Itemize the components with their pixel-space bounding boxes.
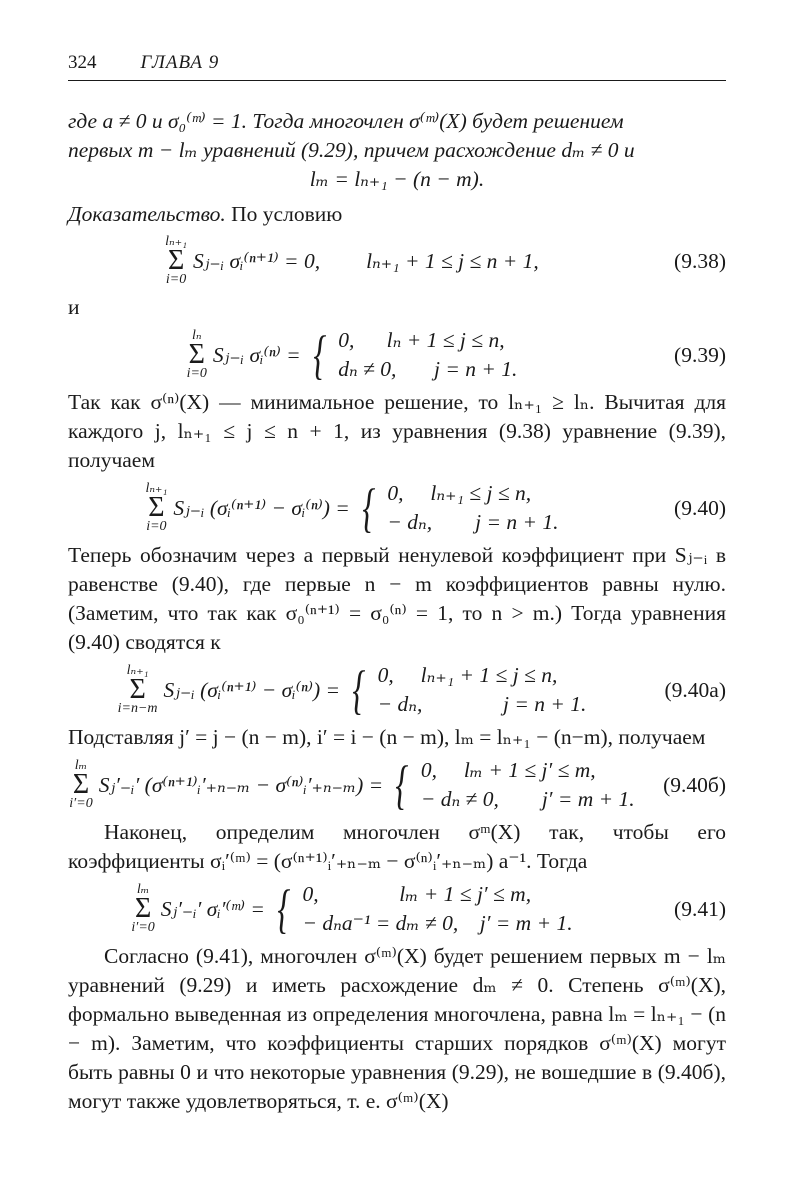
equation-number: (9.40б) — [663, 772, 726, 797]
equation-expression: Sⱼ₋ᵢ σᵢ⁽ⁿ⁺¹⁾ = 0, — [193, 248, 321, 273]
cases — [387, 481, 558, 535]
proof-label: Доказательство. — [68, 202, 226, 226]
equation-expression: Sⱼ′₋ᵢ′ (σ⁽ⁿ⁺¹⁾ᵢ′₊ₙ₋ₘ − σ⁽ⁿ⁾ᵢ′₊ₙ₋ₘ) = — [98, 772, 384, 797]
case-2: − dₙ, j = n + 1. — [387, 510, 559, 534]
paragraph-first-nonzero: Теперь обозначим через a первый ненулевой коэффициент при Sⱼ₋ᵢ в равенстве (9.40), где первые n − m коэффициентов равны нулю. (Заметим, что так как σ₀⁽ⁿ⁺¹⁾ = σ₀⁽ⁿ⁾ = 1, то n > m.) Тогда уравнения (9.40) сводятся к — [68, 543, 726, 654]
equation-expression: Sⱼ₋ᵢ (σᵢ⁽ⁿ⁺¹⁾ − σᵢ⁽ⁿ⁾) = — [173, 495, 350, 520]
equation-number: (9.39) — [674, 342, 726, 367]
equation-9-40 — [68, 478, 726, 538]
sum-lower: i=0 — [165, 272, 187, 287]
equation-number: (9.40a) — [664, 677, 726, 702]
sum-symbol: lₙ Σ i=0 — [186, 328, 207, 381]
case-1: 0, lₙ + 1 ≤ j ≤ n, — [338, 328, 505, 352]
equation-9-40a — [68, 660, 726, 720]
proof-text: По условию — [225, 202, 343, 226]
sum-lower: i′=0 — [131, 920, 155, 935]
sum-lower: i=n−m — [117, 701, 158, 716]
sum-symbol: lₘ Σ i′=0 — [69, 758, 93, 811]
sum-upper: lₙ₊₁ — [165, 234, 187, 249]
sum-upper: lₘ — [136, 882, 150, 897]
left-brace: { — [352, 660, 366, 720]
sum-lower: i′=0 — [69, 796, 93, 811]
cases — [302, 882, 572, 936]
paragraph-define-polynomial: Наконец, определим многочлен σᵐ(X) так, чтобы его коэффициенты σᵢ′⁽ᵐ⁾ = (σ⁽ⁿ⁺¹⁾ᵢ′₊ₙ₋ₘ − σ⁽ⁿ⁾ᵢ′₊ₙ₋ₘ) a⁻¹. Тогда — [68, 820, 726, 873]
equation-number: (9.38) — [674, 248, 726, 273]
cases — [338, 328, 517, 382]
paragraph-conclusion: Согласно (9.41), многочлен σ⁽ᵐ⁾(X) будет решением первых m − lₘ уравнений (9.29) и иметь расхождение dₘ ≠ 0. Степень σ⁽ᵐ⁾(X), формально выведенная из определения многочлена, равна lₘ = lₙ₊₁ − (n − m). Заметим, что коэффициенты старших порядков σ⁽ᵐ⁾(X) могут быть равны 0 и что некоторые уравнения (9.29), не вошедшие в (9.40б), могут также удовлетворяться, т. е. σ⁽ᵐ⁾(X) — [68, 944, 726, 1113]
proof-intro — [68, 200, 726, 229]
paragraph-substitution: Подставляя j′ = j − (n − m), i′ = i − (n − m), lₘ = lₙ₊₁ − (n−m), получаем — [68, 725, 706, 749]
equation-condition: lₙ₊₁ + 1 ≤ j ≤ n + 1, — [366, 248, 539, 273]
equation-lm: lₘ = lₙ₊₁ − (n − m). — [309, 167, 485, 191]
sum-upper: lₙ — [191, 328, 202, 343]
equation-expression: Sⱼ₋ᵢ (σᵢ⁽ⁿ⁺¹⁾ − σᵢ⁽ⁿ⁾) = — [163, 677, 341, 702]
sum-symbol: lₙ₊₁ Σ i=n−m — [117, 663, 158, 716]
case-1: 0, lₘ + 1 ≤ j′ ≤ m, — [420, 758, 596, 782]
equation-expression: Sⱼ′₋ᵢ′ σᵢ′⁽ᵐ⁾ = — [160, 896, 265, 921]
sum-lower: i=0 — [186, 366, 207, 381]
equation-expression: Sⱼ₋ᵢ σᵢ⁽ⁿ⁾ = — [212, 342, 301, 367]
case-2: − dₙ ≠ 0, j′ = m + 1. — [420, 787, 635, 811]
case-1: 0, lₘ + 1 ≤ j′ ≤ m, — [302, 882, 532, 906]
theorem-line-2: первых m − lₘ уравнений (9.29), причем расхождение dₘ ≠ 0 и — [68, 138, 635, 162]
paragraph-minimal-solution: Так как σ⁽ⁿ⁾(X) — минимальное решение, то lₙ₊₁ ≥ lₙ. Вычитая для каждого j, lₙ₊₁ ≤ j ≤ n + 1, из уравнения (9.38) уравнение (9.39), получаем — [68, 390, 726, 472]
sum-lower: i=0 — [146, 519, 167, 534]
conjunction: и — [68, 295, 80, 319]
page-header — [68, 52, 726, 81]
case-1: 0, lₙ₊₁ ≤ j ≤ n, — [387, 481, 532, 505]
sum-symbol: lₘ Σ i′=0 — [131, 882, 155, 935]
sum-symbol: lₙ₊₁ Σ i=0 — [145, 481, 168, 534]
sum-symbol: lₙ₊₁ Σ i=0 — [165, 234, 187, 287]
chapter-title: ГЛАВА 9 — [140, 52, 220, 73]
cases — [421, 758, 635, 812]
left-brace: { — [395, 755, 409, 815]
left-brace: { — [362, 478, 376, 538]
theorem-line-1: где a ≠ 0 и σ₀⁽ᵐ⁾ = 1. Тогда многочлен σ⁽ᵐ⁾(X) будет решением — [68, 109, 624, 133]
equation-9-41 — [68, 879, 726, 939]
sum-upper: lₙ₊₁ — [126, 663, 149, 678]
left-brace: { — [277, 879, 291, 939]
equation-9-39 — [68, 325, 726, 385]
case-2: − dₙa⁻¹ = dₘ ≠ 0, j′ = m + 1. — [302, 911, 573, 935]
cases — [378, 663, 587, 717]
case-1: 0, lₙ₊₁ + 1 ≤ j ≤ n, — [377, 663, 558, 687]
sum-upper: lₘ — [74, 758, 88, 773]
equation-9-40b — [68, 755, 726, 815]
equation-number: (9.41) — [674, 896, 726, 921]
equation-9-38 — [68, 235, 726, 287]
page-number: 324 — [68, 52, 97, 73]
sum-upper: lₙ₊₁ — [145, 481, 168, 496]
case-2: dₙ ≠ 0, j = n + 1. — [338, 357, 518, 381]
left-brace: { — [313, 325, 326, 385]
case-2: − dₙ, j = n + 1. — [377, 692, 587, 716]
equation-number: (9.40) — [674, 495, 726, 520]
